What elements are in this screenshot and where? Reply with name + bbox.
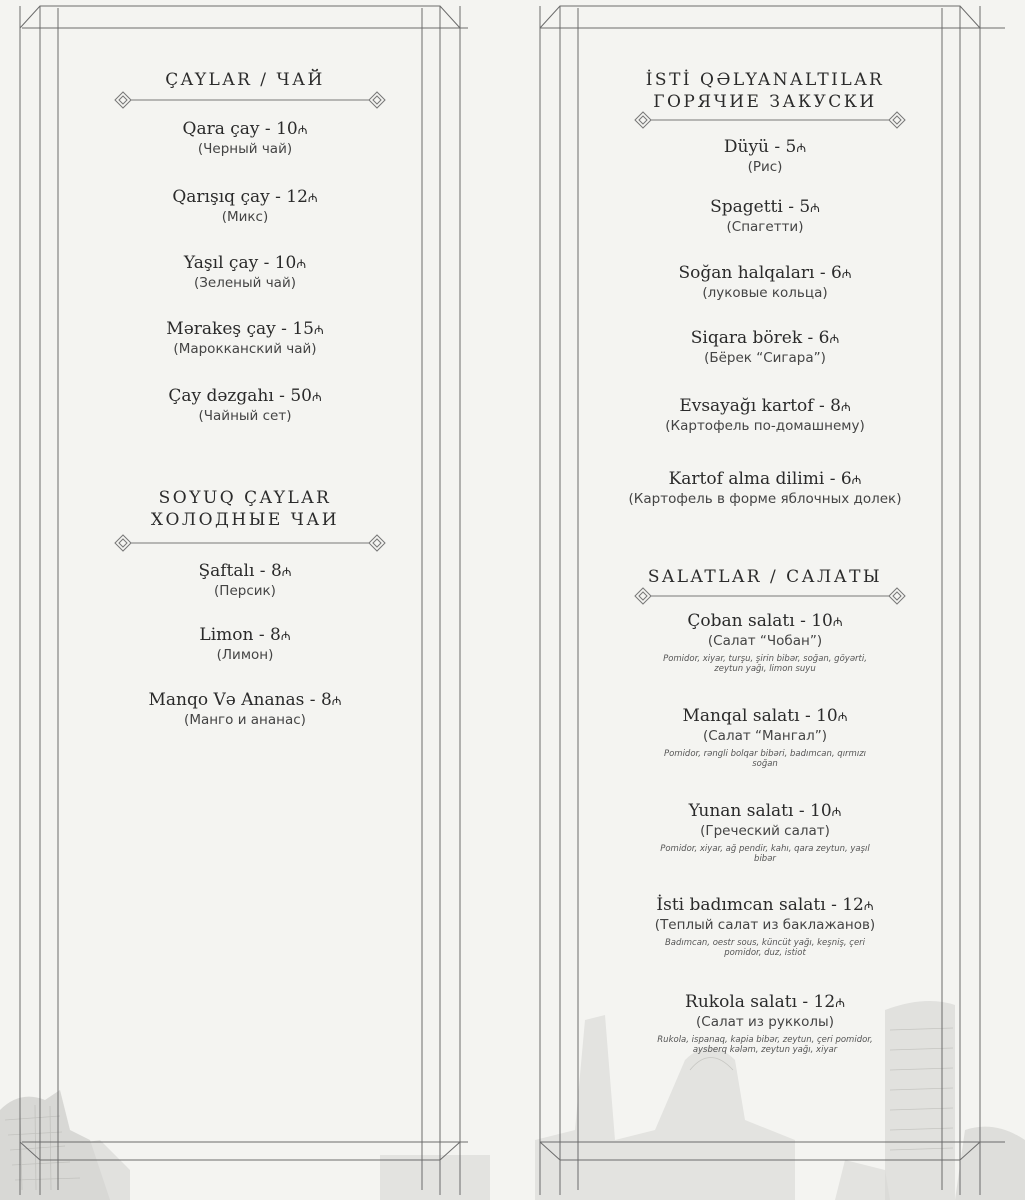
menu-item	[0, 690, 490, 729]
item-russian-name: (Спагетти)	[726, 219, 804, 235]
item-name: Limon - 8₼	[199, 625, 291, 645]
item-russian-name: (Чайный сет)	[198, 408, 292, 424]
item-russian-name: (Картофель в форме яблочных долек)	[628, 491, 902, 507]
item-name: Yaşıl çay - 10₼	[183, 253, 307, 273]
item-name: Spagetti - 5₼	[710, 197, 820, 217]
item-name: İsti badımcan salatı - 12₼	[656, 895, 874, 915]
section-title-line: SALATLAR / САЛАТЫ	[647, 567, 883, 587]
section-title-line: SOYUQ ÇAYLAR	[158, 488, 332, 508]
item-russian-name: (Микс)	[221, 209, 269, 225]
section-divider-ornament	[112, 531, 388, 555]
menu-item	[520, 197, 1010, 236]
manat-sign: ₼	[311, 390, 322, 404]
item-name: Kartof alma dilimi - 6₼	[668, 469, 862, 489]
section-title-line: İSTİ QƏLYANALTILAR	[645, 70, 885, 90]
section-title-soyuq-caylar	[0, 487, 490, 531]
item-ingredients: Badımcan, oestr sous, küncüt yağı, keşniş, çeri pomidor, duz, istiot	[664, 938, 866, 958]
menu-item	[520, 992, 1010, 1055]
menu-item	[520, 469, 1010, 508]
item-name: Düyü - 5₼	[723, 137, 807, 157]
item-name: Rukola salatı - 12₼	[685, 992, 845, 1012]
item-ingredients: Pomidor, xiyar, ağ pendir, kahı, qara zeytun, yaşıl bibər	[660, 844, 870, 864]
item-russian-name: (Бёрек “Сигара”)	[704, 350, 826, 366]
item-ingredients: Pomidor, rəngli bolqar bibəri, badımcan, qırmızı soğan	[663, 749, 867, 769]
item-russian-name: (Греческий салат)	[700, 823, 830, 839]
menu-page-left	[0, 0, 490, 1200]
menu-item	[520, 263, 1010, 302]
item-name: Manqo Və Ananas - 8₼	[148, 690, 342, 710]
menu-item	[0, 625, 490, 664]
item-name: Qarışıq çay - 12₼	[172, 187, 318, 207]
item-name: Soğan halqaları - 6₼	[678, 263, 852, 283]
item-name: Çay dəzgahı - 50₼	[168, 386, 322, 406]
section-title-line: ГОРЯЧИЕ ЗАКУСКИ	[653, 92, 877, 112]
manat-sign: ₼	[280, 629, 291, 643]
section-title-line: ХОЛОДНЫЕ ЧАИ	[150, 510, 340, 530]
menu-item	[520, 706, 1010, 769]
manat-sign: ₼	[331, 694, 342, 708]
manat-sign: ₼	[796, 141, 807, 155]
manat-sign: ₼	[863, 899, 874, 913]
manat-sign: ₼	[297, 123, 308, 137]
item-russian-name: (Манго и ананас)	[184, 712, 306, 728]
item-russian-name: (Теплый салат из баклажанов)	[654, 917, 876, 933]
item-russian-name: (Салат “Чобан”)	[707, 633, 823, 649]
manat-sign: ₼	[829, 332, 840, 346]
item-ingredients: Pomidor, xiyar, turşu, şirin bibər, soğan, göyərti, zeytun yağı, limon suyu	[663, 654, 867, 674]
section-divider-ornament	[632, 108, 908, 132]
item-name: Mərakeş çay - 15₼	[166, 319, 324, 339]
menu-item	[520, 801, 1010, 864]
menu-item	[520, 328, 1010, 367]
manat-sign: ₼	[313, 323, 324, 337]
manat-sign: ₼	[296, 257, 307, 271]
item-ingredients: Rukola, ispanaq, kapia bibər, zeytun, çeri pomidor, aysberq kələm, zeytun yağı, xiyar	[657, 1035, 873, 1055]
manat-sign: ₼	[307, 191, 318, 205]
section-title-isti-qelyanaltilar	[520, 69, 1010, 113]
item-russian-name: (луковые кольца)	[702, 285, 828, 301]
menu-item	[520, 137, 1010, 176]
item-russian-name: (Черный чай)	[197, 141, 293, 157]
menu-item	[0, 561, 490, 600]
item-russian-name: (Персик)	[214, 583, 276, 599]
section-divider-ornament	[632, 584, 908, 608]
item-russian-name: (Салат “Мангал”)	[702, 728, 828, 744]
menu-item	[0, 253, 490, 292]
menu-item	[0, 187, 490, 226]
item-russian-name: (Зеленый чай)	[193, 275, 296, 291]
menu-item	[520, 895, 1010, 958]
menu-item	[0, 319, 490, 358]
menu-item	[0, 119, 490, 158]
item-name: Yunan salatı - 10₼	[688, 801, 842, 821]
item-name: Şaftalı - 8₼	[198, 561, 292, 581]
section-title-line: ÇAYLAR / ЧАЙ	[165, 70, 325, 90]
section-divider-ornament	[112, 88, 388, 112]
menu-item	[520, 611, 1010, 674]
item-name: Qara çay - 10₼	[182, 119, 308, 139]
item-russian-name: (Марокканский чай)	[173, 341, 317, 357]
item-name: Evsayağı kartof - 8₼	[679, 396, 851, 416]
item-russian-name: (Лимон)	[216, 647, 274, 663]
manat-sign: ₼	[810, 201, 820, 215]
item-russian-name: (Картофель по-домашнему)	[665, 418, 865, 434]
item-name: Manqal salatı - 10₼	[682, 706, 848, 726]
manat-sign: ₼	[835, 996, 845, 1010]
item-name: Siqara börek - 6₼	[690, 328, 840, 348]
manat-sign: ₼	[841, 267, 852, 281]
item-russian-name: (Салат из рукколы)	[696, 1014, 834, 1030]
item-name: Çoban salatı - 10₼	[687, 611, 843, 631]
manat-sign: ₼	[831, 805, 842, 819]
manat-sign: ₼	[837, 710, 848, 724]
decorative-frame	[0, 0, 490, 1200]
menu-item	[520, 396, 1010, 435]
manat-sign: ₼	[832, 615, 843, 629]
item-russian-name: (Рис)	[747, 159, 783, 175]
menu-page-right	[535, 0, 1025, 1200]
manat-sign: ₼	[281, 565, 292, 579]
menu-item	[0, 386, 490, 425]
manat-sign: ₼	[840, 400, 851, 414]
manat-sign: ₼	[851, 473, 862, 487]
